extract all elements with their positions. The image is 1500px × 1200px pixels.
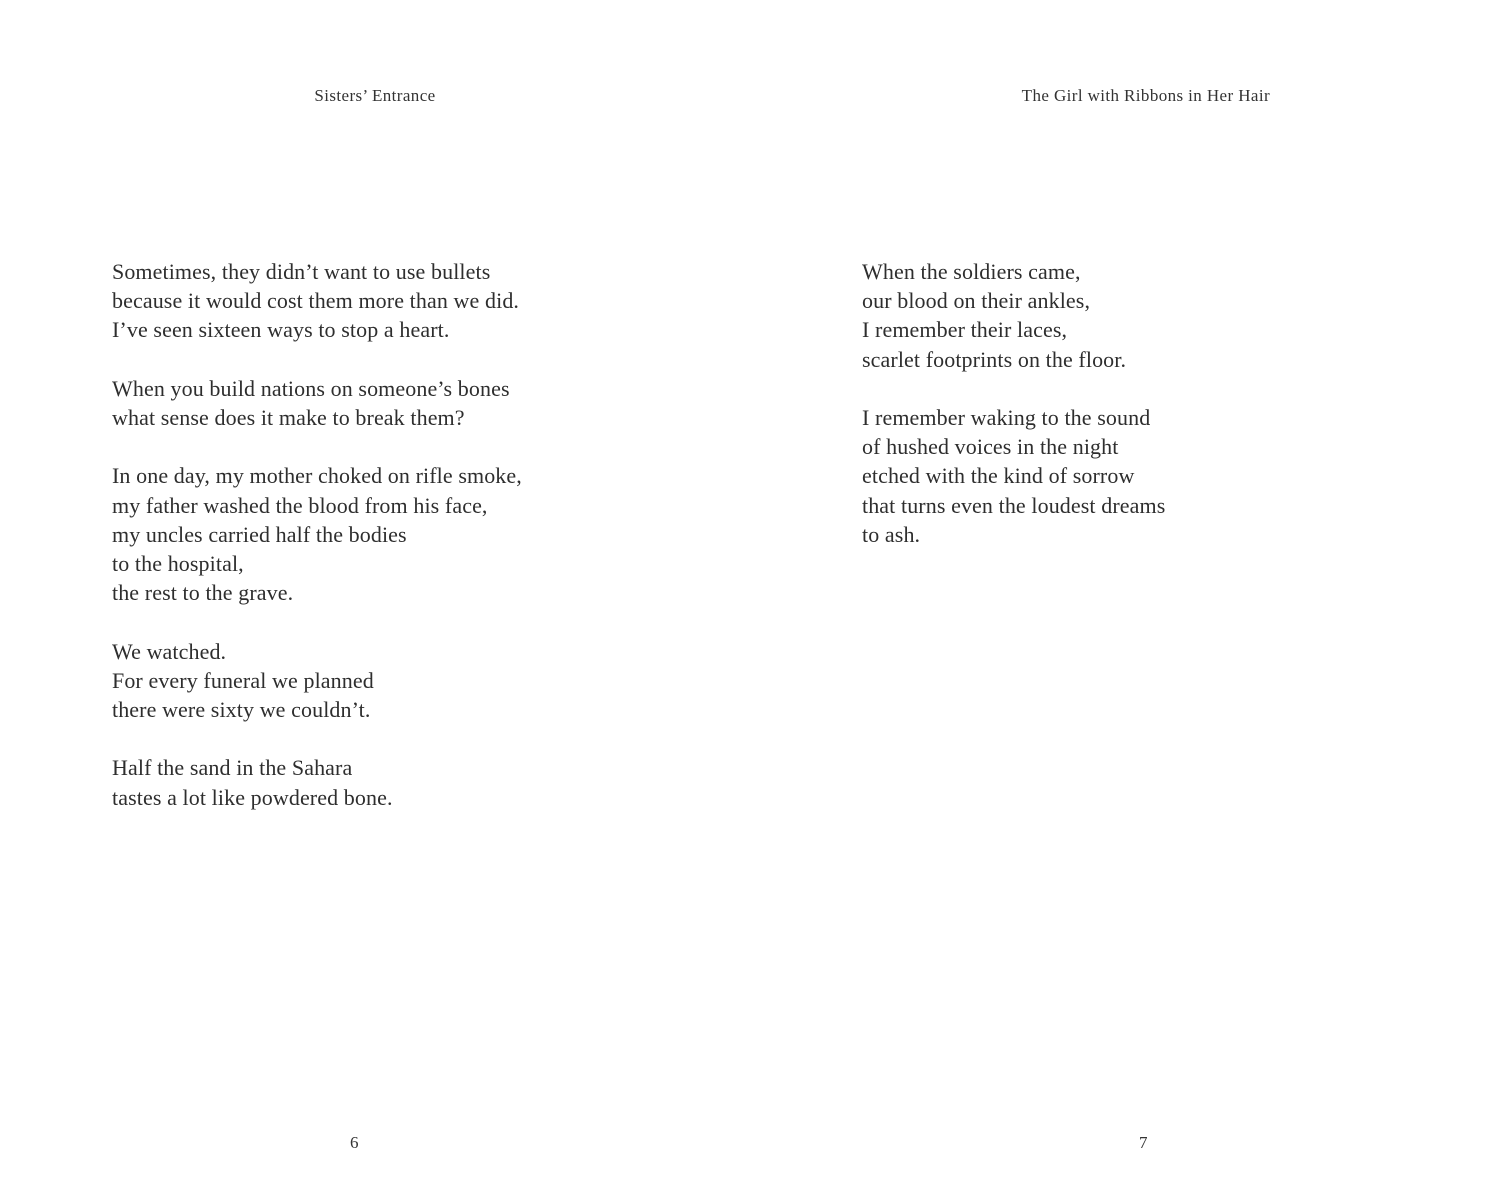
stanza [112, 461, 522, 607]
poem-line: tastes a lot like powdered bone. [112, 784, 393, 810]
poem-line: etched with the kind of sorrow [862, 463, 1135, 489]
poem-line: We watched. [112, 638, 227, 664]
stanza [112, 753, 522, 811]
poem-line: to ash. [862, 521, 921, 547]
running-head-left: Sisters’ Entrance [314, 86, 436, 105]
poem-left [112, 257, 522, 841]
stanza [112, 374, 522, 432]
poem-line: the rest to the grave. [112, 580, 294, 606]
poem-line: When the soldiers came, [862, 259, 1081, 284]
poem-line: For every funeral we planned [112, 667, 374, 693]
poem-line: our blood on their ankles, [862, 288, 1091, 314]
poem-line: scarlet footprints on the floor. [862, 346, 1127, 372]
poem-line: I remember their laces, [862, 317, 1068, 343]
poem-line: my father washed the blood from his face, [112, 492, 488, 518]
poem-line: what sense does it make to break them? [112, 405, 465, 430]
stanza [112, 257, 522, 345]
stanza [112, 637, 522, 725]
right-page [750, 0, 1500, 1200]
poem-line: to the hospital, [112, 551, 244, 576]
stanza [862, 403, 1165, 549]
poem-line: because it would cost them more than we did. [112, 288, 520, 314]
stanza [862, 257, 1165, 374]
page-number-right: 7 [1139, 1133, 1148, 1152]
poem-line: When you build nations on someone’s bones [112, 375, 510, 401]
running-head-right: The Girl with Ribbons in Her Hair [1021, 86, 1270, 105]
poem-line: Sometimes, they didn’t want to use bullets [112, 259, 491, 284]
poem-line: I’ve seen sixteen ways to stop a heart. [112, 317, 450, 343]
poem-line: I remember waking to the sound [862, 405, 1151, 430]
poem-line: that turns even the loudest dreams [862, 492, 1166, 518]
poem-line: In one day, my mother choked on rifle smoke, [112, 463, 522, 489]
poem-line: of hushed voices in the night [862, 434, 1119, 460]
page-number-left: 6 [350, 1133, 359, 1152]
poem-line: Half the sand in the Sahara [112, 755, 353, 781]
poem-line: there were sixty we couldn’t. [112, 697, 371, 722]
poem-line: my uncles carried half the bodies [112, 521, 407, 547]
poem-right [862, 257, 1165, 578]
